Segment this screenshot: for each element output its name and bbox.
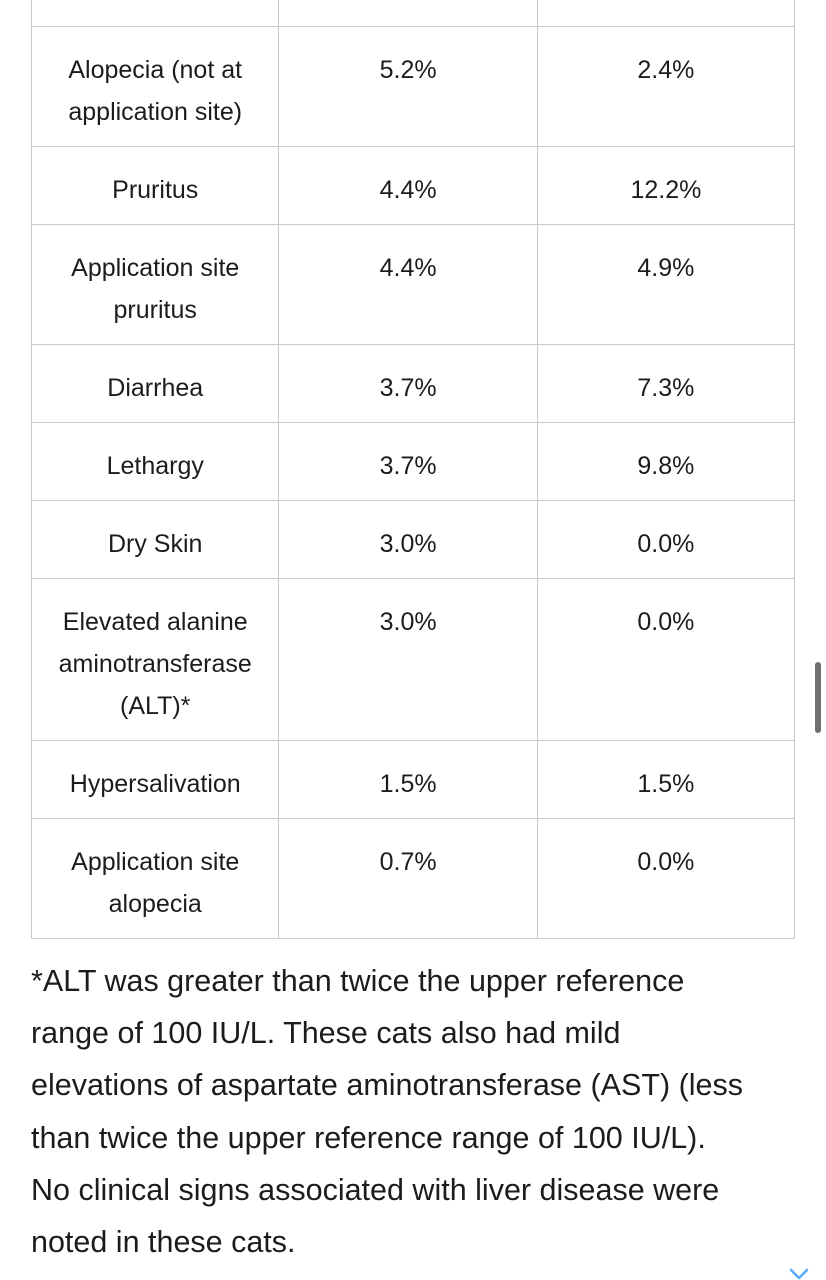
table-cell-reaction: Alopecia (not at application site) bbox=[32, 27, 279, 147]
table-cell-reaction: Lethargy bbox=[32, 423, 279, 501]
adverse-reactions-table bbox=[31, 0, 795, 939]
adverse-reactions-table-container bbox=[31, 0, 795, 939]
table-cell-value: 1.5% bbox=[279, 741, 537, 819]
table-cell-value: 3.7% bbox=[279, 345, 537, 423]
table-cell-value: 7.3% bbox=[537, 345, 794, 423]
chevron-down-icon[interactable] bbox=[788, 1262, 810, 1280]
table-row bbox=[32, 423, 795, 501]
table-cell-reaction: Diarrhea bbox=[32, 345, 279, 423]
table-cell-value: 9.8% bbox=[537, 423, 794, 501]
table-cell-value: 4.4% bbox=[279, 147, 537, 225]
chevron-down-icon-glyph bbox=[788, 1262, 810, 1280]
table-row bbox=[32, 741, 795, 819]
table-cell-value: 12.2% bbox=[537, 147, 794, 225]
alt-footnote: *ALT was greater than twice the upper reference range of 100 IU/L. These cats also had mild elevations of aspartate aminotransferase (AST) (less than twice the upper reference range of 100 IU/L). No clinical signs associated with liver disease were noted in these cats. bbox=[31, 964, 743, 1260]
table-row bbox=[32, 147, 795, 225]
table-cell bbox=[32, 0, 279, 27]
table-cell bbox=[279, 0, 537, 27]
table-cell bbox=[537, 0, 794, 27]
table-cell-reaction: Pruritus bbox=[32, 147, 279, 225]
table-cell-value: 0.0% bbox=[537, 819, 794, 939]
table-cell-value: 0.0% bbox=[537, 501, 794, 579]
table-row bbox=[32, 345, 795, 423]
table-cell-reaction: Application site pruritus bbox=[32, 225, 279, 345]
table-row bbox=[32, 225, 795, 345]
table-row bbox=[32, 579, 795, 741]
table-row-partial bbox=[32, 0, 795, 27]
table-cell-value: 5.2% bbox=[279, 27, 537, 147]
table-cell-reaction: Elevated alanine aminotransferase (ALT)* bbox=[32, 579, 279, 741]
table-cell-reaction: Dry Skin bbox=[32, 501, 279, 579]
table-cell-value: 2.4% bbox=[537, 27, 794, 147]
table-cell-reaction: Application site alopecia bbox=[32, 819, 279, 939]
table-cell-value: 4.4% bbox=[279, 225, 537, 345]
table-cell-value: 3.0% bbox=[279, 579, 537, 741]
table-cell-value: 4.9% bbox=[537, 225, 794, 345]
table-row bbox=[32, 501, 795, 579]
table-cell-reaction: Hypersalivation bbox=[32, 741, 279, 819]
table-cell-value: 0.0% bbox=[537, 579, 794, 741]
table-cell-value: 1.5% bbox=[537, 741, 794, 819]
scroll-indicator[interactable] bbox=[815, 662, 821, 733]
table-cell-value: 3.0% bbox=[279, 501, 537, 579]
table-cell-value: 3.7% bbox=[279, 423, 537, 501]
table-row bbox=[32, 819, 795, 939]
table-cell-value: 0.7% bbox=[279, 819, 537, 939]
table-row bbox=[32, 27, 795, 147]
